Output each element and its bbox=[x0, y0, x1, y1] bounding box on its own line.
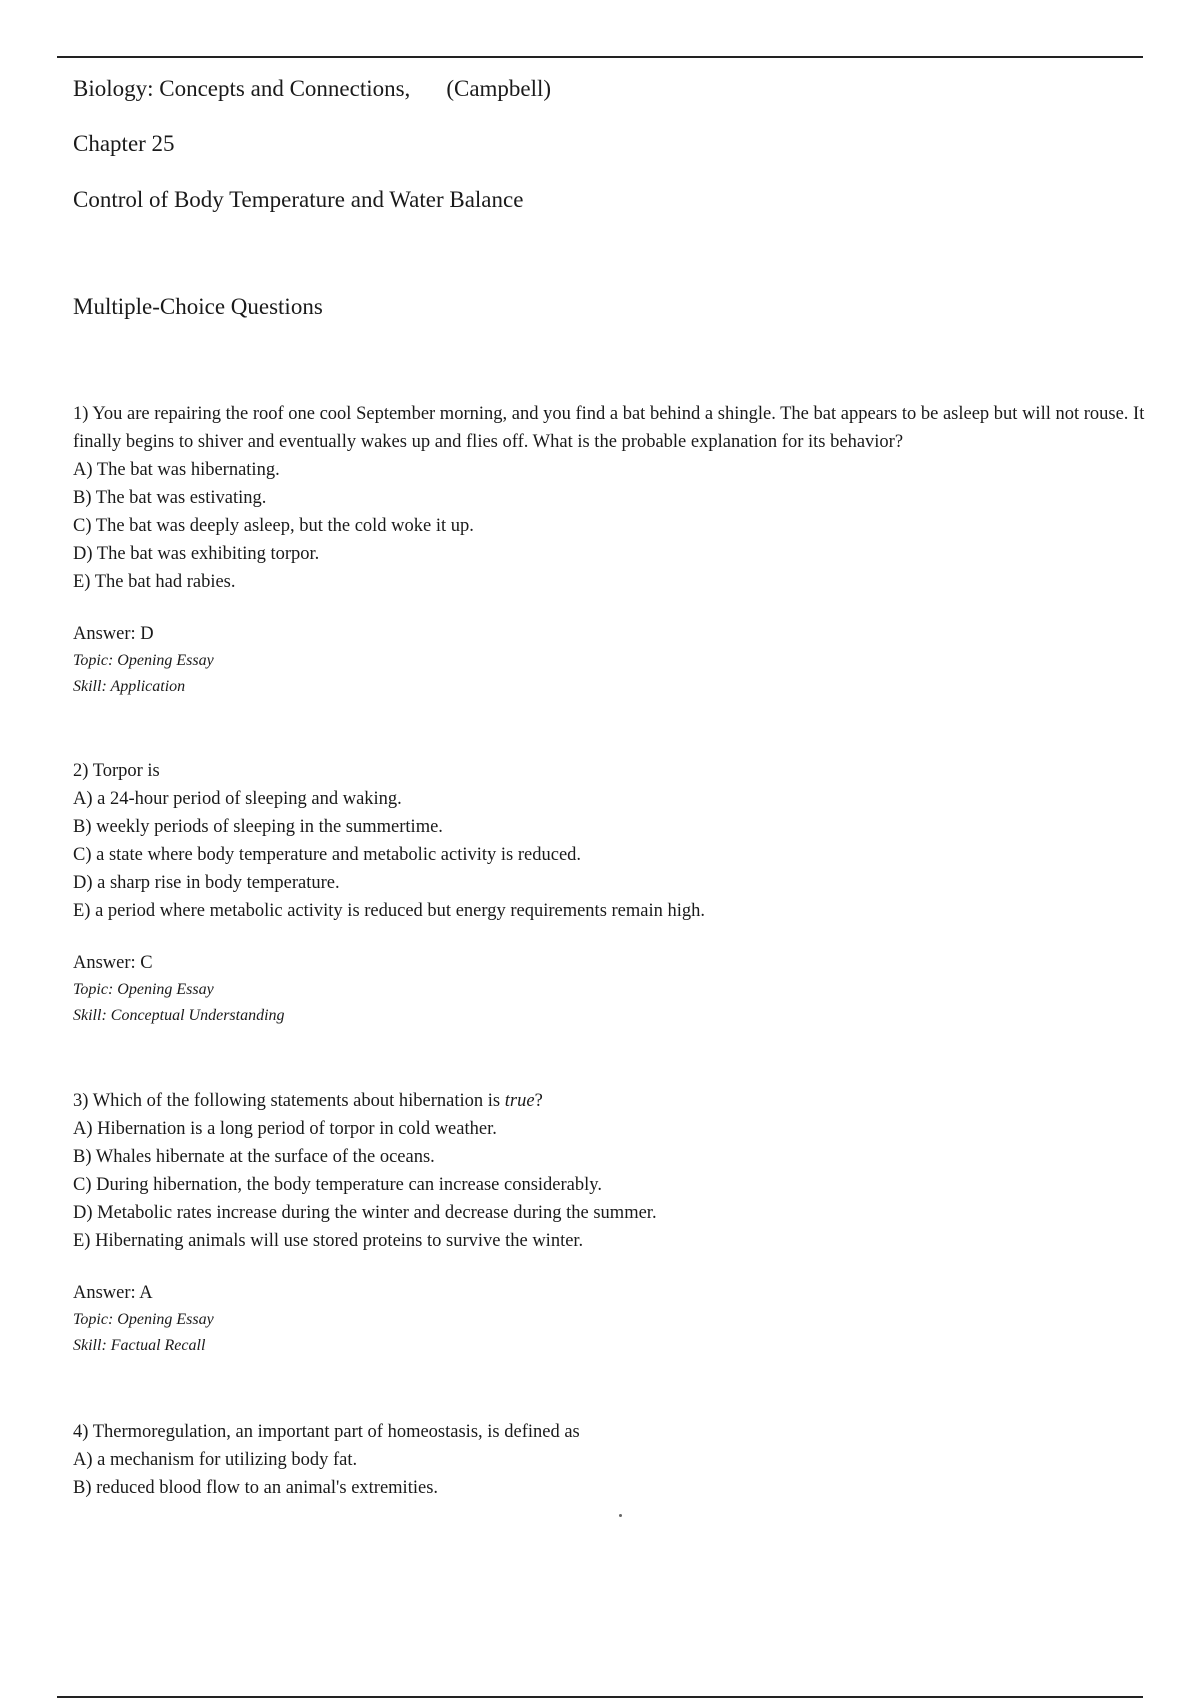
question-3 bbox=[73, 1087, 1153, 1359]
topic-label: Topic: Opening Essay bbox=[73, 981, 214, 998]
topic-label: Topic: Opening Essay bbox=[73, 1311, 214, 1328]
question-4 bbox=[73, 1418, 1153, 1502]
topic-label: Topic: Opening Essay bbox=[73, 652, 214, 669]
chapter-title: Control of Body Temperature and Water Balance bbox=[73, 187, 524, 212]
book-title: Biology: Concepts and Connections, bbox=[73, 76, 411, 101]
skill-label: Skill: Application bbox=[73, 678, 186, 695]
answer-option: B) reduced blood flow to an animal's extremities. bbox=[73, 1478, 439, 1498]
question-2 bbox=[73, 757, 1153, 1029]
answer-option: C) a state where body temperature and metabolic activity is reduced. bbox=[73, 845, 582, 865]
answer-option: B) Whales hibernate at the surface of the oceans. bbox=[73, 1147, 435, 1167]
bottom-rule bbox=[57, 1696, 1143, 1698]
skill-label: Skill: Conceptual Understanding bbox=[73, 1007, 285, 1024]
answer-option: E) a period where metabolic activity is reduced but energy requirements remain high. bbox=[73, 901, 706, 921]
top-rule bbox=[57, 56, 1143, 58]
answer-option: C) The bat was deeply asleep, but the cold woke it up. bbox=[73, 516, 474, 536]
question-stem: 4) Thermoregulation, an important part of homeostasis, is defined as bbox=[73, 1422, 580, 1442]
question-stem: 1) You are repairing the roof one cool September morning, and you find a bat behind a shingle. The bat appears to be asleep but will not rouse. It finally begins to shiver and eventually wakes up and flies off. What is the probable explanation for its behavior? bbox=[73, 404, 1145, 452]
question-stem-emphasis: true bbox=[504, 1091, 535, 1111]
skill-label: Skill: Factual Recall bbox=[73, 1337, 206, 1354]
chapter-number: Chapter 25 bbox=[73, 131, 175, 156]
answer-option: E) The bat had rabies. bbox=[73, 572, 236, 592]
answer-option: A) The bat was hibernating. bbox=[73, 460, 280, 480]
answer-option: D) Metabolic rates increase during the winter and decrease during the summer. bbox=[73, 1203, 657, 1223]
question-stem: 2) Torpor is bbox=[73, 761, 160, 781]
question-stem bbox=[73, 1087, 1153, 1115]
answer-option: B) The bat was estivating. bbox=[73, 488, 267, 508]
answer-option: D) The bat was exhibiting torpor. bbox=[73, 544, 320, 564]
answer-option: A) Hibernation is a long period of torpor in cold weather. bbox=[73, 1119, 497, 1139]
answer-option: D) a sharp rise in body temperature. bbox=[73, 873, 340, 893]
answer-key: Answer: D bbox=[73, 624, 154, 644]
book-author: (Campbell) bbox=[446, 76, 552, 101]
page-marker bbox=[619, 1514, 622, 1517]
answer-option: C) During hibernation, the body temperature can increase considerably. bbox=[73, 1175, 602, 1195]
question-1 bbox=[73, 400, 1153, 700]
question-stem-text: 3) Which of the following statements about hibernation is bbox=[73, 1091, 505, 1111]
answer-option: B) weekly periods of sleeping in the summertime. bbox=[73, 817, 443, 837]
answer-key: Answer: C bbox=[73, 953, 153, 973]
book-title-line bbox=[73, 76, 551, 102]
answer-option: A) a 24-hour period of sleeping and waking. bbox=[73, 789, 402, 809]
answer-option: E) Hibernating animals will use stored proteins to survive the winter. bbox=[73, 1231, 584, 1251]
question-stem-end: ? bbox=[534, 1091, 543, 1111]
answer-option: A) a mechanism for utilizing body fat. bbox=[73, 1450, 358, 1470]
section-title: Multiple-Choice Questions bbox=[73, 294, 323, 319]
answer-key: Answer: A bbox=[73, 1283, 153, 1303]
